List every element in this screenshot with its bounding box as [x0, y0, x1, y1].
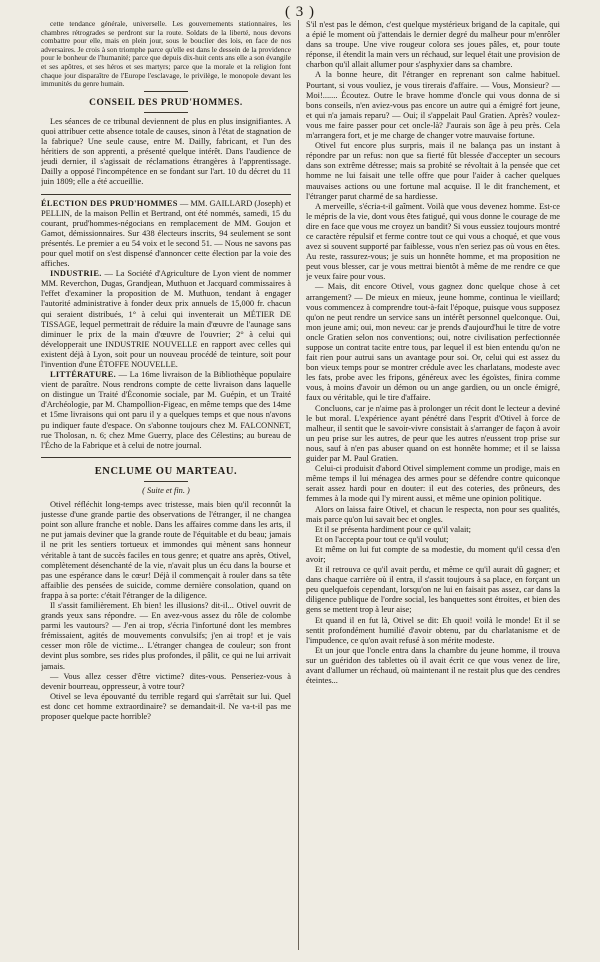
story-paragraph-7: Celui-ci produisit d'abord Otivel simplement comme un prodige, mais en même temps il lui ménagea des armes pour se défendre contre quiconque serait assez hardi pour en douter: il eut des coteries, des prôneurs, des femmes à la mode qui l'y mirent aussi, et même une opinion politique.: [306, 464, 560, 504]
story-paragraph-14: Et un jour que l'oncle entra dans la chambre du jeune homme, il trouva sur un guéridon des tablettes où il avait écrit ce que vous venez de lire, avant d'allumer un réchaud, où maintenant il ne restait plus que des cendres éteintes...: [306, 645, 560, 686]
story-paragraph-4: A merveille, s'écria-t-il gaîment. Voilà que vous devenez homme. Est-ce le mépris de la vie, dont vous êtes fatigué, qui vous donne le courage de me dire en face que vous me croyez un bandit? Si vous eussiez toujours montré ce caractère répulsif et ferme contre tout ce qui vous a choqué, et que vous avez si souvent supporté par faiblesse, vous n'en seriez pas où vous en êtes. Au reste, rassurez-vous; je suis un honnête homme, et ma proposition ne peut vous blesser, car je vous mettrai bientôt à même de me rendre ce que je veux faire pour vous.: [306, 201, 560, 282]
litterature-paragraph: [41, 370, 291, 451]
left-column: [41, 20, 291, 950]
right-column: [306, 20, 560, 950]
story-paragraph-2: A la bonne heure, dit l'étranger en reprenant son calme habituel. Pourtant, si vous vouliez, je vous tirerais d'affaire. — Vous, Monsieur? — Moi!....... Écoutez. Outre le brave homme d'oncle qui vous donna de si bons conseils, n'en aviez-vous pas encore un autre qui a émigré fort jeune, et qui n'a jamais reparu? — Oui; il s'appelait Paul Gratien. Après? voulez-vous me faire passer pour cet oncle-là? J'aurais son âge à peu près. Cela m'arrangera fort, et je me charge de changer votre mauvaise fortune.: [306, 70, 560, 141]
election-text: — MM. GAILLARD (Joseph) et PELLIN, de la maison Pellin et Bertrand, ont été nommés, samedi, 15 du courant, prud'hommes-négocians en remplacement de MM. Goujon et Gamot, démissionnaires. Sur 438 électeurs inscrits, 94 seulement se sont présentés. Le premier a eu 54 voix et le second 51. — Nous ne savons pas pour quel motif on s'est dispensé d'annoncer cette élection par la voie des affiches.: [41, 198, 291, 269]
divider: [144, 112, 188, 113]
conseil-heading: CONSEIL DES PRUD'HOMMES.: [89, 97, 243, 108]
story-paragraph-10: Et on l'accepta pour tout ce qu'il voulut;: [315, 534, 449, 544]
litterature-text: — La 16me livraison de la Bibliothèque populaire vient de paraître. Nous rendrons compte de cette livraison dans laquelle on distingue un Traité d'Économie sociale, par M. Guépin, et un Traité d'Archéologie, par M. Champollion-Figeac, en même temps que des 14me et 15me livraisons qui ont paru il y a quelques temps et que nous n'avons pu indiquer faute d'espace. On s'abonne toujours chez M. FALCONNET, rue Tholosan, n. 6; chez Mme Guerry, place des Célestins; au bureau de l'Écho de la Fabrique et à celui de notre journal.: [41, 370, 291, 450]
litterature-lead: LITTÉRATURE.: [50, 370, 117, 380]
column-rule: [298, 20, 299, 950]
story-paragraph-6: Concluons, car je n'aime pas à prolonger un récit dont le lecteur a deviné le but moral. L'expérience ayant pénétré dans l'esprit d'Otivel à force de malheur, il sentit que le savoir-vivre consistait à s'arranger de façon à avoir un peu prise sur les autres, de peur que les autres n'eussent trop prise sur nous, sauf à n'en pas abuser quand on est honnête homme; et il se laissa guider par M. Paul Gratien.: [306, 403, 560, 464]
enclume-subtitle: ( Suite et fin. ): [142, 485, 190, 495]
story-paragraph-11: Et même on lui fut compte de sa modestie, du moment qu'il cessa d'en avoir;: [306, 544, 560, 564]
conseil-paragraph: Les séances de ce tribunal deviennent de plus en plus insignifiantes. A quoi attribuer cette absence totale de causes, sinon à l'état de stagnation de la fabrique? Une seule cause, entre M. Dailly, fabricant, et l'un des héritiers de son apprenti, a présenté quelque intérêt. Dans l'audience de jeudi dernier, il s'agissait de réclamations étrangères à l'apprentissage. Dailly a opposé l'incompétence en se fondant sur l'art. 10 du décret du 11 juin 1809; elle a été accueillie.: [41, 116, 291, 187]
industrie-paragraph: [41, 269, 291, 370]
story-paragraph-8: Alors on laissa faire Otivel, et chacun le respecta, non pour ses qualités, mais parce qu'on lui savait bec et ongles.: [306, 504, 560, 524]
industrie-text: — La Société d'Agriculture de Lyon vient de nommer MM. Reverchon, Dugas, Grandjean, Muthuon et Jacquard commissaires à l'effet d'examiner la proposition de M. Muthuon, tendant à engager l'autorité administrative à fonder deux prix annuels de 15,000 fr. chacun qui seraient distribués, 1° à celui qui inventerait un MÉTIER DE TISSAGE, lequel permettrait de réduire la main d'œuvre de l'aunage sans diminuer le prix de la main d'œuvre de l'ouvrier; 2° à celui qui développerait une INDUSTRIE NOUVELLE en rapport avec celles qui existent déjà à Lyon, soit pour un nouveau procédé de teinture, soit pour l'invention d'une ÉTOFFE NOUVELLE.: [41, 269, 291, 369]
story-paragraph-3: Otivel fut encore plus surpris, mais il ne balança pas un instant à répondre par un refus: non que sa fierté fût blessée d'accepter un secours dans son extrême détresse; mais sa probité se révoltait à la pensée que cet homme ne lui faisait une telle offre que pour l'aider à cacher quelques mauvaises actions ou une fortune mal acquise. Il le dit franchement, et l'étranger parut charmé de sa hardiesse.: [306, 141, 560, 201]
enclume-paragraph-2: Il s'assit familièrement. Eh bien! les illusions? dit-il... Otivel ouvrit de grands yeux sans répondre. — En avez-vous assez du rôle de colombe parmi les vautours? — J'en ai trop, s'écria l'infortuné dont les membres frémissaient, agités de mouvements convulsifs; j'en ai trop! et je vais cesser mon rôle de victime... L'étranger changea de couleur; son front devint plus sombre, ses rides plus profondes, il pâlit, ce qui ne lui arrivait jamais.: [41, 600, 291, 671]
story-paragraph-1: S'il n'est pas le démon, c'est quelque mystérieux brigand de la capitale, qui a épié le moment où j'attendais le dernier degré du malheur pour m'enrôler dans sa troupe. Une vive rougeur colora ses joues pâles, et, pour toute réponse, il étendit la main vers un réchaud, sur lequel était une provision de charbon qu'il allait allumer pour s'asphyxier dans sa chambre.: [306, 20, 560, 70]
section-rule: [41, 194, 291, 195]
divider: [144, 91, 188, 92]
enclume-paragraph-1: Otivel réfléchit long-temps avec tristesse, mais bien qu'il reconnût la justesse d'une grande partie des observations de l'étranger, il ne changea point son allure franche et noble. Dans les affaires comme dans les arts, il ne put jamais deviner que la grande route de l'équitable et du beau; jamais il ne prit les sentiers tortueux et immondes qui mènent sans honneur véritable à tant de succès faciles en tous genre; et quatre ans après, Otivel, complètement désenchanté de la vie, n'avait plus un écu dans la bourse et pas une espérance dans le cœur! Déjà il commençait à rouler dans sa tête affaiblie des pensées de suicide, comme dernière consolation, quand on frappa à sa porte: c'était l'étranger de la diligence.: [41, 500, 291, 600]
divider: [144, 481, 188, 482]
page-number: ( 3 ): [285, 4, 315, 20]
enclume-heading: ENCLUME OU MARTEAU.: [94, 465, 238, 477]
story-paragraph-9: Et il se présenta hardiment pour ce qu'il valait;: [315, 524, 471, 534]
enclume-paragraph-3: — Vous allez cesser d'être victime? dites-vous. Penseriez-vous à devenir bourreau, oppresseur, à votre tour?: [41, 671, 291, 691]
story-paragraph-5: — Mais, dit encore Otivel, vous gagnez donc quelque chose à cet arrangement? — De mieux en mieux, jeune homme, continua le vieillard; vous commencez à comprendre tout-à-fait l'époque, puisque vous supposez qu'on ne peut rendre un service sans un intérêt personnel quelconque. Oui, mon jeune ami; oui, mon neveu: car je prends d'aujourd'hui le titre de votre oncle Gratien selon nos conventions; oui, notre civilisation perfectionnée suppose un contrat tacite entre tous, par lequel il est bien entendu qu'on ne fait rien pour autrui sans un avantage pour soi. Or, celui qui est assez du bon vieux temps pour se montrer crédule avec les charlatans, modeste avec les fats, probe avec les fripons, généreux avec les égoïstes, finira comme vous, à moins d'avoir un démon ou un ange gardien, ou un oncle émigré, faux ou véritable, qui le tire d'affaire.: [306, 282, 560, 403]
election-paragraph: [41, 199, 291, 270]
enclume-paragraph-4: Otivel se leva épouvanté du terrible regard qui s'arrêtait sur lui. Quel est donc cet homme extraordinaire? se demandait-il. Ne va-t-il pas me proposer quelque pacte horrible?: [41, 691, 291, 721]
election-lead: ÉLECTION DES PRUD'HOMMES: [41, 198, 178, 208]
section-rule: [41, 457, 291, 458]
intro-paragraph: cette tendance générale, universelle. Les gouvernements stationnaires, les chambres rétrogrades se perdront sur la route. Soldats de la liberté, nous devons combattre pour elle, mais en plein jour, sous le bouclier des lois, en face de nos adversaires. Je crois à son triomphe parce qu'elle est dans le dessein de la providence pour le bonheur de l'humanité; parce que depuis dix-huit cents ans elle a son évangile et ses apôtres, et ses héros et ses martyrs; parce que la morale et la religion font chaque jour disparaître de l'Europe l'esclavage, le privilège, le monopole devant les immunités du genre humain.: [41, 20, 291, 89]
industrie-lead: INDUSTRIE.: [50, 269, 102, 279]
story-paragraph-13: Et quand il en fut là, Otivel se dit: Eh quoi! voilà le monde! Et il se sentit profondément humilié d'avoir obtenu, par du charlatanisme et de l'impudence, ce qu'on avait refusé à son mérite modeste.: [306, 615, 560, 645]
story-paragraph-12: Et il retrouva ce qu'il avait perdu, et même ce qu'il aurait dû gagner; et dans chaque carrière où il entra, il s'assit toujours à sa place, en forçant un peu quelquefois cependant, lorsqu'on ne lui en faisait pas assez, car dans la diligence publique de l'ordre social, les banquettes sont étroites, et bien des gens se mettent trop à leur aise;: [306, 565, 560, 615]
